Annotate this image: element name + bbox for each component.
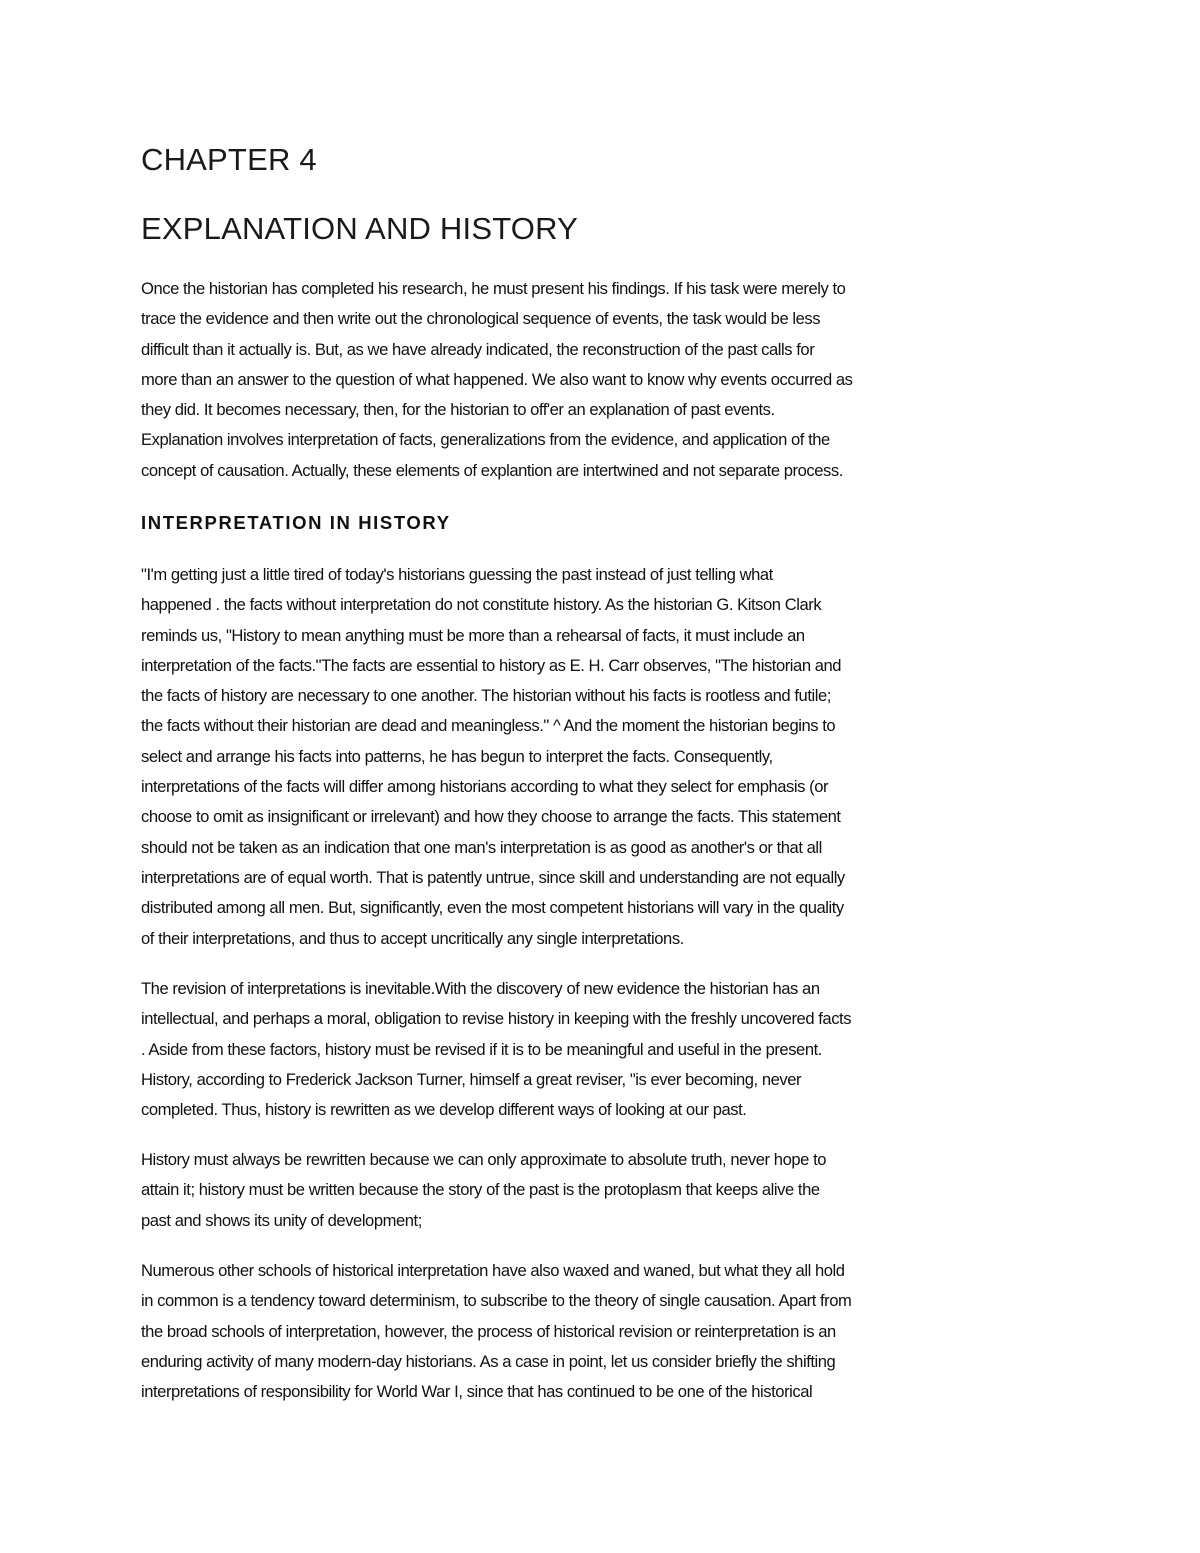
text-line: interpretations of responsibility for World War I, since that has continued to be one of the historical: [141, 1382, 813, 1402]
text-line: The revision of interpretations is inevitable.With the discovery of new evidence the historian has an: [141, 979, 820, 998]
text-line: History, according to Frederick Jackson Turner, himself a great reviser, "is ever becoming, never: [141, 1069, 802, 1089]
text-line: interpretations of the facts will differ among historians according to what they select for emphasis (or: [141, 777, 829, 797]
section-heading: INTERPRETATION IN HISTORY: [141, 512, 451, 533]
text-line: concept of causation. Actually, these elements of explantion are intertwined and not separate process.: [141, 460, 843, 480]
text-line: intellectual, and perhaps a moral, obligation to revise history in keeping with the freshly uncovered facts: [141, 1009, 852, 1029]
text-line: "I'm getting just a little tired of today's historians guessing the past instead of just telling what: [141, 565, 773, 584]
text-line: past and shows its unity of development;: [141, 1210, 422, 1230]
text-line: the broad schools of interpretation, however, the process of historical revision or reinterpretation is an: [141, 1321, 836, 1341]
text-line: the facts of history are necessary to one another. The historian without his facts is rootless and futile;: [141, 686, 831, 706]
text-line: difficult than it actually is. But, as we have already indicated, the reconstruction of the past calls for: [141, 339, 815, 359]
text-line: should not be taken as an indication that one man's interpretation is as good as another's or that all: [141, 837, 822, 857]
paragraph-schools: [141, 1256, 1081, 1407]
text-line: distributed among all men. But, significantly, even the most competent historians will vary in the quality: [141, 898, 844, 918]
paragraph-intro: [141, 274, 1081, 486]
text-line: happened . the facts without interpretation do not constitute history. As the historian G. Kitson Clark: [141, 595, 822, 615]
text-line: . Aside from these factors, history must be revised if it is to be meaningful and useful in the present.: [141, 1039, 822, 1059]
text-line: interpretations are of equal worth. That is patently untrue, since skill and understanding are not equally: [141, 867, 845, 887]
text-line: Numerous other schools of historical interpretation have also waxed and waned, but what they all hold: [141, 1261, 845, 1280]
paragraph-revision: [141, 974, 1081, 1125]
text-line: of their interpretations, and thus to accept uncritically any single interpretations.: [141, 928, 684, 948]
text-line: choose to omit as insignificant or irrelevant) and how they choose to arrange the facts. This statement: [141, 807, 841, 827]
text-line: select and arrange his facts into patterns, he has begun to interpret the facts. Consequently,: [141, 746, 773, 766]
text-line: Explanation involves interpretation of facts, generalizations from the evidence, and application of the: [141, 430, 830, 450]
chapter-number: CHAPTER 4: [141, 142, 317, 177]
text-line: they did. It becomes necessary, then, for the historian to off'er an explanation of past events.: [141, 400, 775, 420]
text-line: in common is a tendency toward determinism, to subscribe to the theory of single causation. Apart from: [141, 1291, 852, 1311]
text-line: the facts without their historian are dead and meaningless." ^ And the moment the historian begins to: [141, 716, 836, 736]
text-line: more than an answer to the question of what happened. We also want to know why events occurred as: [141, 369, 853, 389]
text-line: History must always be rewritten because we can only approximate to absolute truth, never hope to: [141, 1150, 827, 1169]
text-line: enduring activity of many modern-day historians. As a case in point, let us consider briefly the shifting: [141, 1351, 836, 1371]
paragraph-interpretation: [141, 560, 1081, 954]
text-line: attain it; history must be written because the story of the past is the protoplasm that keeps alive the: [141, 1180, 820, 1200]
paragraph-rewritten: [141, 1145, 1081, 1236]
text-line: interpretation of the facts."The facts are essential to history as E. H. Carr observes, "The historian and: [141, 655, 842, 675]
text-line: completed. Thus, history is rewritten as we develop different ways of looking at our past.: [141, 1100, 747, 1120]
chapter-title: EXPLANATION AND HISTORY: [141, 211, 578, 246]
text-line: trace the evidence and then write out the chronological sequence of events, the task would be less: [141, 309, 821, 329]
text-line: Once the historian has completed his research, he must present his findings. If his task were merely to: [141, 279, 846, 298]
text-line: reminds us, "History to mean anything must be more than a rehearsal of facts, it must include an: [141, 625, 805, 645]
